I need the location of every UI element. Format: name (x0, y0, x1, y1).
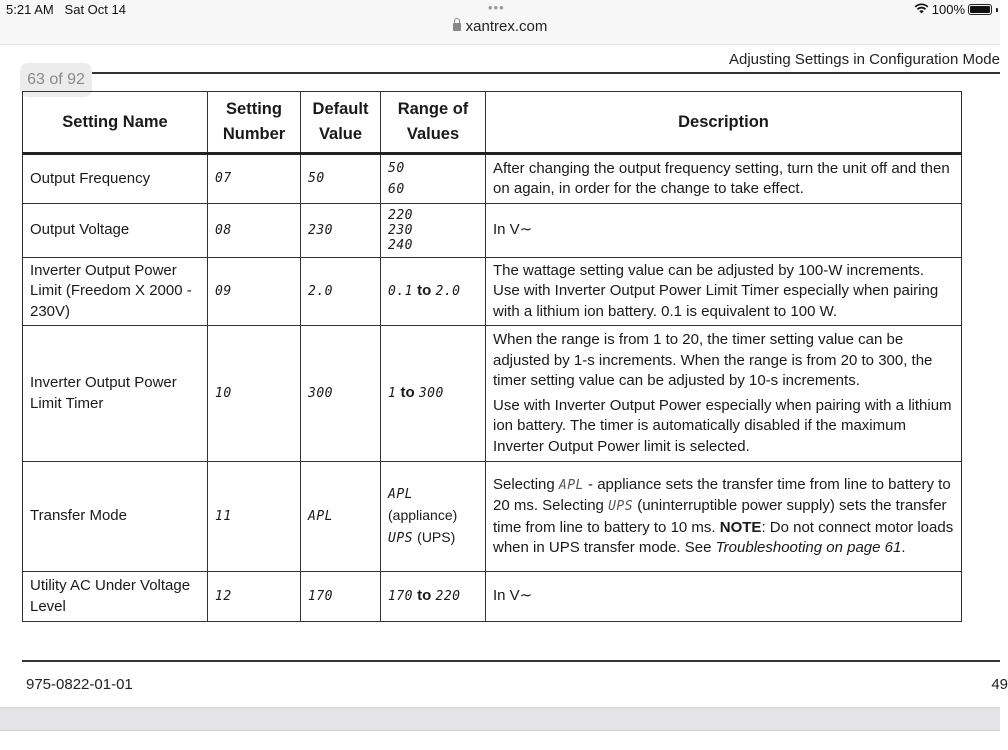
range-option: 50 (388, 161, 405, 176)
range-from: 170 (388, 588, 413, 604)
status-right (914, 2, 998, 17)
range-from: 0.1 (388, 283, 413, 299)
description-text: Selecting APL - appliance sets the transfer time from line to battery to 20 ms. Selecting UPS (uninterruptible power supply) sets the transfer time from line to battery to 10 ms. NOTE: Do not connect motor loads when in UPS transfer mode. See Troubleshooting on page 61. (493, 475, 954, 556)
setting-number: 11 (215, 508, 232, 524)
range-to: 220 (435, 588, 461, 604)
table-row (23, 326, 962, 462)
default-value: 2.0 (308, 283, 333, 299)
range-values (381, 154, 486, 204)
table-row (23, 572, 962, 622)
range-to: 300 (418, 385, 444, 401)
range-to-word: to (417, 281, 432, 299)
url-bar[interactable] (0, 18, 1000, 35)
table-header-row (23, 92, 962, 154)
url-text: xantrex.com (465, 18, 548, 35)
footer-rule (22, 660, 1000, 662)
setting-name: Transfer Mode (23, 462, 208, 572)
description-text: In V∼ (493, 587, 533, 605)
range-option: 230 (388, 223, 413, 238)
range-values (381, 462, 486, 572)
range-values (381, 572, 486, 622)
range-to-word: to (417, 586, 432, 604)
description (486, 154, 962, 204)
range-code: UPS (388, 530, 413, 546)
setting-number: 08 (215, 222, 232, 238)
setting-name: Output Voltage (23, 204, 208, 258)
table-row (23, 462, 962, 572)
description-text: After changing the output frequency setting, turn the unit off and then on again, in order for the change to take effect. (493, 159, 950, 197)
setting-number: 07 (215, 171, 232, 187)
description-text: The wattage setting value can be adjusted by 100-W increments. Use with Inverter Output Power Limit Timer especially when pairing with a lithium ion battery. 0.1 is equivalent to 100 W. (493, 261, 939, 320)
page-separator-bar (0, 707, 1000, 731)
range-to-word: to (400, 383, 415, 401)
status-time: 5:21 AM Sat Oct 14 (6, 2, 126, 17)
troubleshooting-link[interactable]: Troubleshooting on page 61 (715, 539, 902, 556)
code-apl: APL (558, 477, 584, 493)
description (486, 462, 962, 572)
setting-number: 12 (215, 588, 232, 604)
default-value: APL (308, 508, 333, 524)
default-value: 230 (308, 222, 333, 238)
default-value: 300 (308, 385, 333, 401)
setting-number: 10 (215, 385, 232, 401)
description (486, 204, 962, 258)
multitask-dots-icon[interactable]: ••• (488, 0, 505, 15)
header-default-value: Default Value (301, 92, 381, 154)
status-bar (0, 0, 1000, 44)
table-row (23, 204, 962, 258)
default-value: 170 (308, 588, 333, 604)
default-value: 50 (308, 171, 325, 187)
section-title: Adjusting Settings in Configuration Mode (729, 51, 1000, 68)
page-indicator: 63 of 92 (20, 63, 92, 97)
settings-table (22, 91, 962, 622)
range-code: APL (388, 486, 413, 502)
setting-name: Inverter Output Power Limit (Freedom X 2000 - 230V) (23, 258, 208, 326)
header-rule (88, 72, 1000, 74)
setting-name: Inverter Output Power Limit Timer (23, 326, 208, 462)
header-description: Description (486, 92, 962, 154)
range-to: 2.0 (435, 283, 461, 299)
page-number: 49 (991, 676, 1008, 693)
note-label: NOTE (719, 518, 762, 536)
header-setting-number: Setting Number (208, 92, 301, 154)
battery-percent: 100% (931, 2, 965, 17)
range-option: 220 (388, 208, 413, 223)
battery-icon (968, 4, 992, 15)
lock-icon (453, 23, 461, 31)
range-option (388, 527, 478, 550)
description-text: When the range is from 1 to 20, the timer setting value can be adjusted by 1-s increments. When the range is from 20 to 300, the timer setting value can be adjusted by 10-s increments. (493, 331, 933, 389)
table-row (23, 258, 962, 326)
setting-number: 09 (215, 283, 232, 299)
header-setting-name: Setting Name (23, 92, 208, 154)
table-row (23, 154, 962, 204)
header-range-of-values: Range of Values (381, 92, 486, 154)
description-text: Use with Inverter Output Power especially when pairing with a lithium ion battery. The timer is automatically disabled if the maximum Inverter Output Power limit is selected. (493, 396, 952, 455)
range-values (381, 326, 486, 462)
description (486, 572, 962, 622)
toolbar-divider (0, 44, 1000, 45)
range-option: 240 (388, 238, 413, 253)
description (486, 326, 962, 462)
setting-name: Output Frequency (23, 154, 208, 204)
range-option: 60 (388, 182, 405, 197)
doc-number: 975-0822-01-01 (26, 676, 133, 693)
status-date: Sat Oct 14 (64, 2, 126, 17)
range-values (381, 204, 486, 258)
code-ups: UPS (608, 499, 634, 514)
range-label: (appliance) (388, 507, 458, 524)
range-label: (UPS) (417, 528, 456, 545)
wifi-icon (914, 2, 929, 17)
description (486, 258, 962, 326)
range-from: 1 (388, 385, 397, 401)
range-option (388, 484, 478, 527)
description-text: In V∼ (493, 221, 533, 239)
range-values (381, 258, 486, 326)
setting-name: Utility AC Under Voltage Level (23, 572, 208, 622)
